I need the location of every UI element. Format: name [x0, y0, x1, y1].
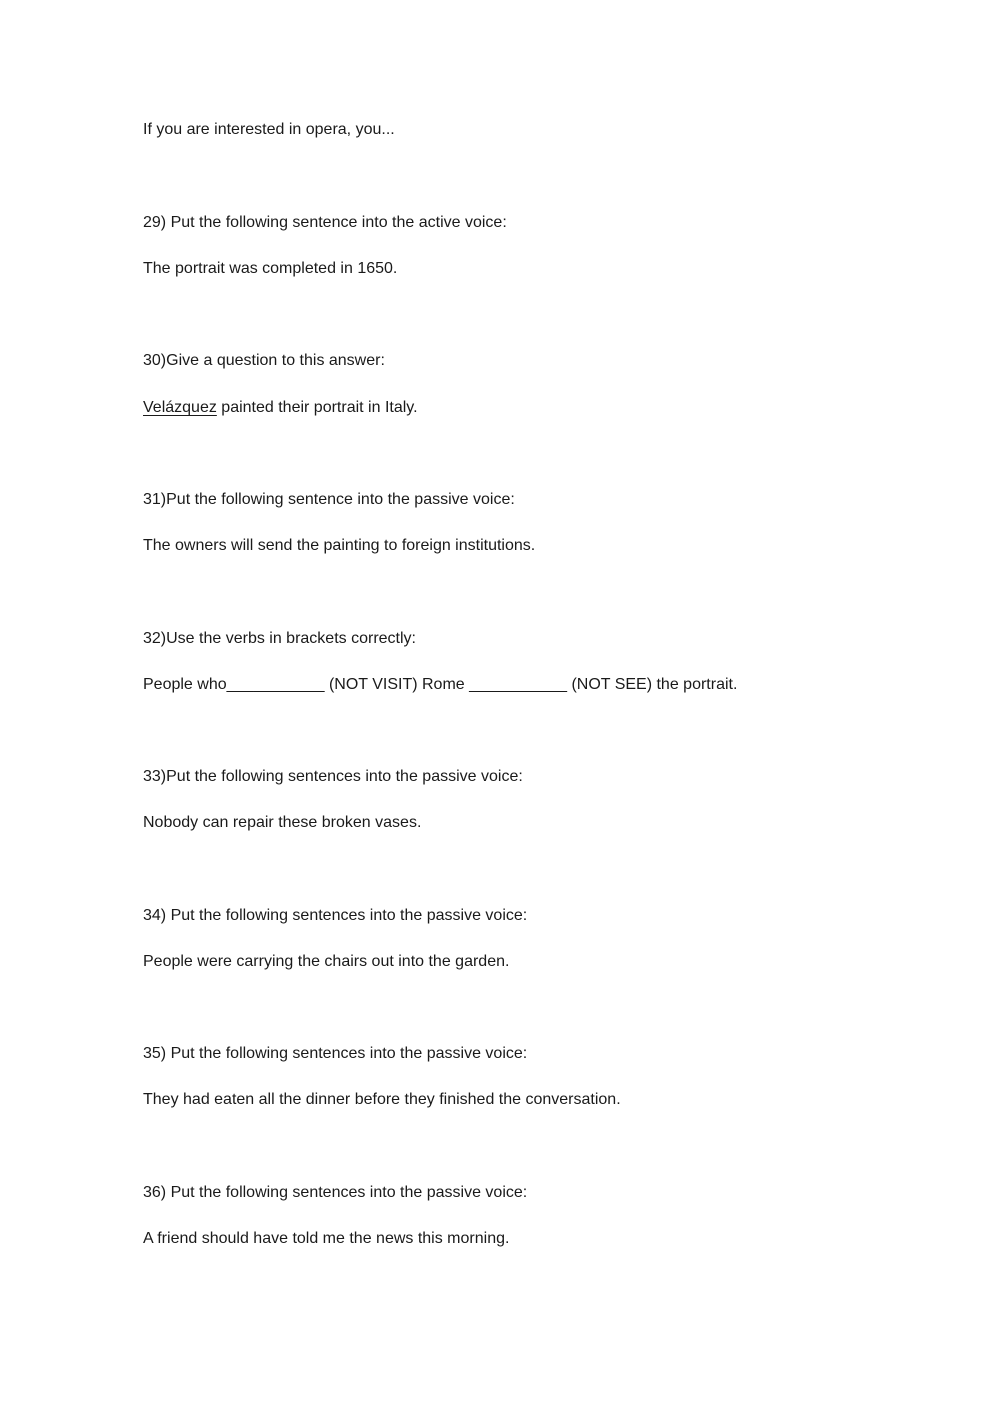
- question-33-prompt: 33)Put the following sentences into the passive voice:: [143, 768, 523, 785]
- question-36-prompt: 36) Put the following sentences into the passive voice:: [143, 1184, 528, 1201]
- question-29-sentence: The portrait was completed in 1650.: [143, 260, 398, 277]
- question-32-prompt: 32)Use the verbs in brackets correctly:: [143, 630, 416, 647]
- question-31-sentence: The owners will send the painting to foreign institutions.: [143, 537, 536, 554]
- question-29-prompt: 29) Put the following sentence into the active voice:: [143, 214, 507, 231]
- question-30-underlined-answer: Velázquez: [143, 399, 217, 416]
- question-30-sentence-rest: painted their portrait in Italy.: [216, 399, 418, 416]
- question-30-prompt: 30)Give a question to this answer:: [143, 352, 385, 369]
- question-33-sentence: Nobody can repair these broken vases.: [143, 814, 422, 831]
- question-34-prompt: 34) Put the following sentences into the passive voice:: [143, 907, 528, 924]
- question-34-sentence: People were carrying the chairs out into the garden.: [143, 953, 510, 970]
- question-30-sentence: [143, 398, 418, 418]
- question-31-prompt: 31)Put the following sentence into the passive voice:: [143, 491, 515, 508]
- question-35-prompt: 35) Put the following sentences into the passive voice:: [143, 1045, 528, 1062]
- intro-line: If you are interested in opera, you...: [143, 121, 395, 138]
- question-35-sentence: They had eaten all the dinner before they finished the conversation.: [143, 1091, 621, 1108]
- question-36-sentence: A friend should have told me the news this morning.: [143, 1230, 510, 1247]
- question-32-sentence: People who___________ (NOT VISIT) Rome ___________ (NOT SEE) the portrait.: [143, 676, 738, 693]
